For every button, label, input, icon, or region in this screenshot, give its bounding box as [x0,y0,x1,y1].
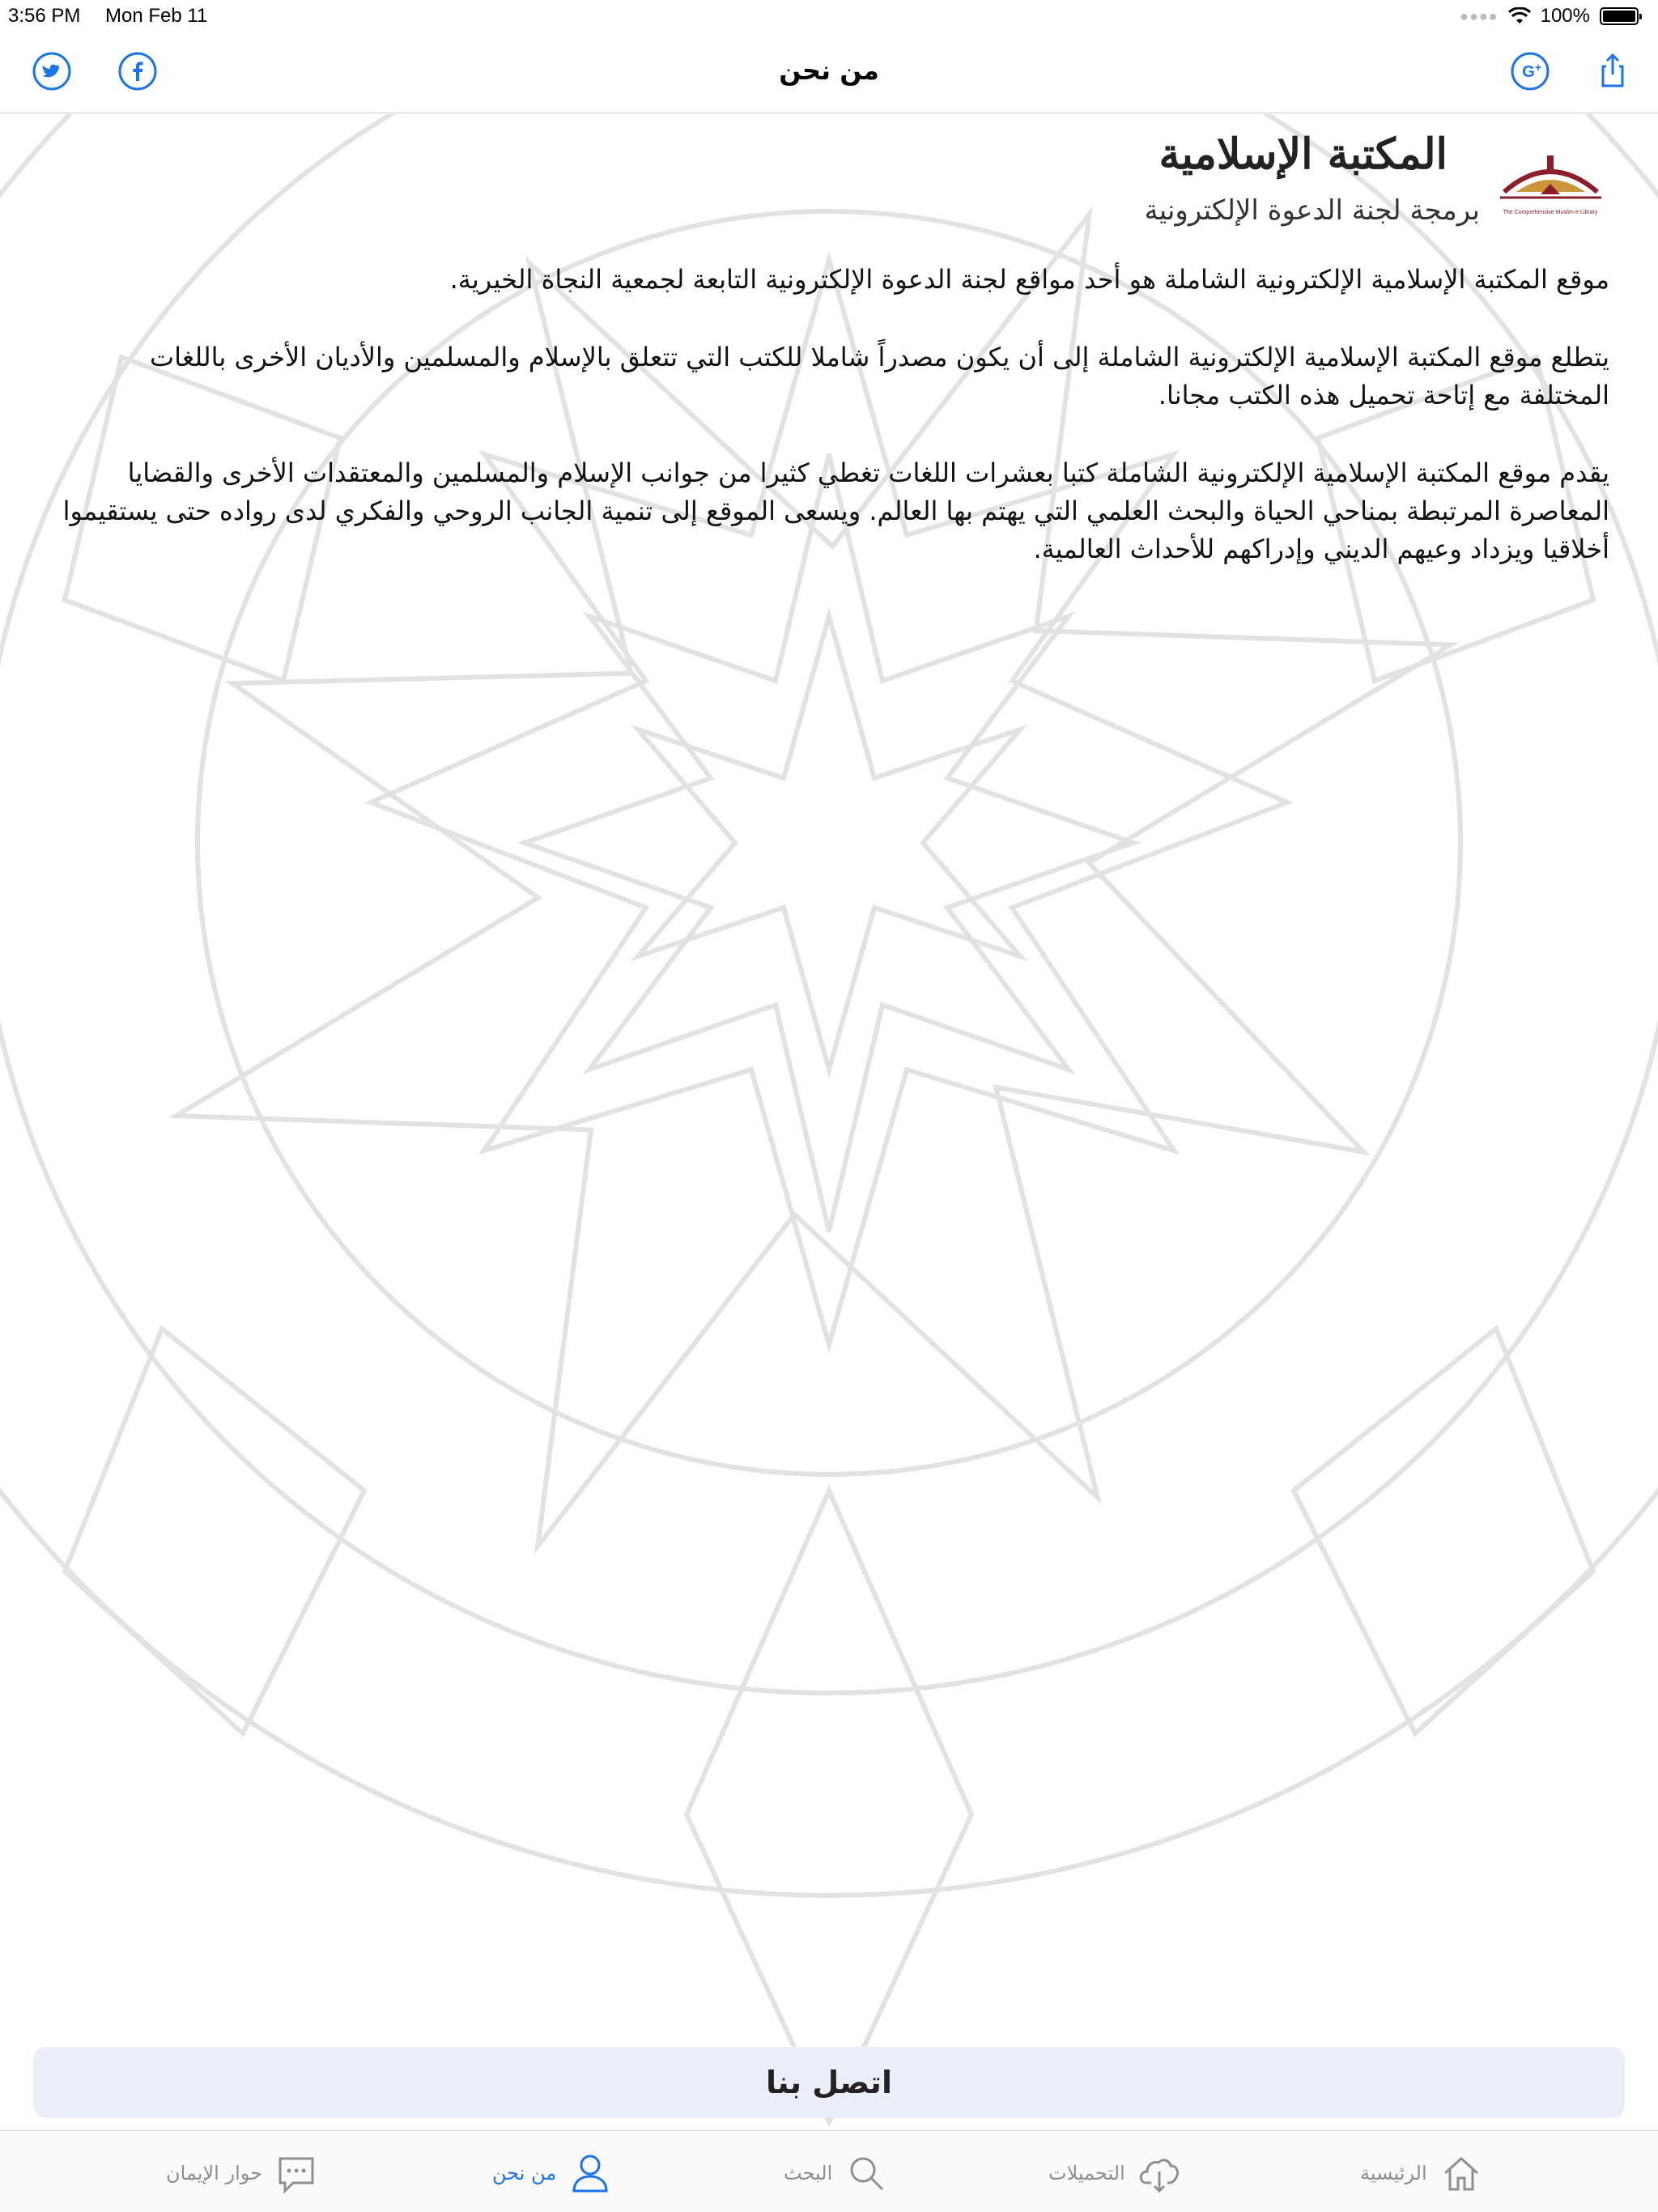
about-paragraph-3: يقدم موقع المكتبة الإسلامية الإلكترونية الشاملة كتبا بعشرات اللغات تغطي كثيرا من جوانب الإسلام والمسلمين والمعتقدات الأخرى والقضايا المعاصرة المرتبطة بمناحي الحياة والبحث العلمي التي يهتم بها العالم. ويسعى الموقع إلى تنمية الجانب الروحي والفكري لدى رواده حتى يستقيموا أخلاقيا ويزداد وعيهم الديني وإدراكهم للأحداث العالمية. [62,457,1609,564]
chat-bubble-icon [274,2150,319,2196]
library-subtitle: برمجة لجنة الدعوة الإلكترونية [1144,194,1480,227]
tab-search-label: البحث [784,2162,833,2184]
search-icon [844,2150,889,2196]
tab-home[interactable] [1360,2149,1484,2197]
battery-icon [1600,7,1639,25]
status-bar [0,0,1658,32]
svg-text:G: G [1522,63,1535,81]
logo-caption: The Comprehensive Muslim e-Library [1503,210,1598,215]
tab-search[interactable] [784,2149,889,2197]
share-button[interactable] [1592,50,1634,92]
tab-about[interactable] [492,2149,613,2197]
tab-downloads[interactable] [1048,2149,1182,2197]
wifi-icon [1508,7,1531,25]
share-icon [1592,50,1634,92]
google-plus-button[interactable] [1509,50,1551,92]
tab-downloads-label: التحميلات [1048,2162,1125,2184]
home-icon [1439,2150,1484,2196]
about-content [52,130,1609,608]
tab-home-label: الرئيسية [1360,2162,1427,2184]
battery-percent: 100% [1540,5,1590,27]
svg-text:+: + [1534,61,1542,74]
google-plus-icon [1509,50,1551,92]
status-time: 3:56 PM [8,5,81,27]
tab-faith-dialogue-label: حوار الإيمان [166,2162,262,2184]
library-title: المكتبة الإسلامية [1158,130,1448,179]
cloud-download-icon [1137,2150,1182,2196]
library-header [52,130,1609,243]
navigation-bar [0,32,1658,113]
about-paragraph-2: يتطلع موقع المكتبة الإسلامية الإلكترونية الشاملة إلى أن يكون مصدراً شاملا للكتب التي تتعلق بالإسلام والمسلمين والأديان الأخرى باللغات المختلفة مع إتاحة تحميل هذه الكتب مجانا. [150,342,1609,410]
about-paragraph-1: موقع المكتبة الإسلامية الإلكترونية الشاملة هو أحد مواقع لجنة الدعوة الإلكترونية التابعة لجمعية النجاة الخيرية. [449,264,1609,295]
signal-icon: ●●●● [1460,7,1499,24]
status-date: Mon Feb 11 [105,5,208,27]
contact-us-button[interactable]: اتصل بنا [33,2047,1625,2118]
tab-about-label: من نحن [492,2162,557,2184]
tab-bar [0,2130,1658,2212]
person-icon [568,2150,613,2196]
status-indicators [1460,5,1639,28]
tab-faith-dialogue[interactable] [166,2149,319,2197]
page-title: من نحن [779,55,879,86]
library-logo [1492,147,1609,224]
